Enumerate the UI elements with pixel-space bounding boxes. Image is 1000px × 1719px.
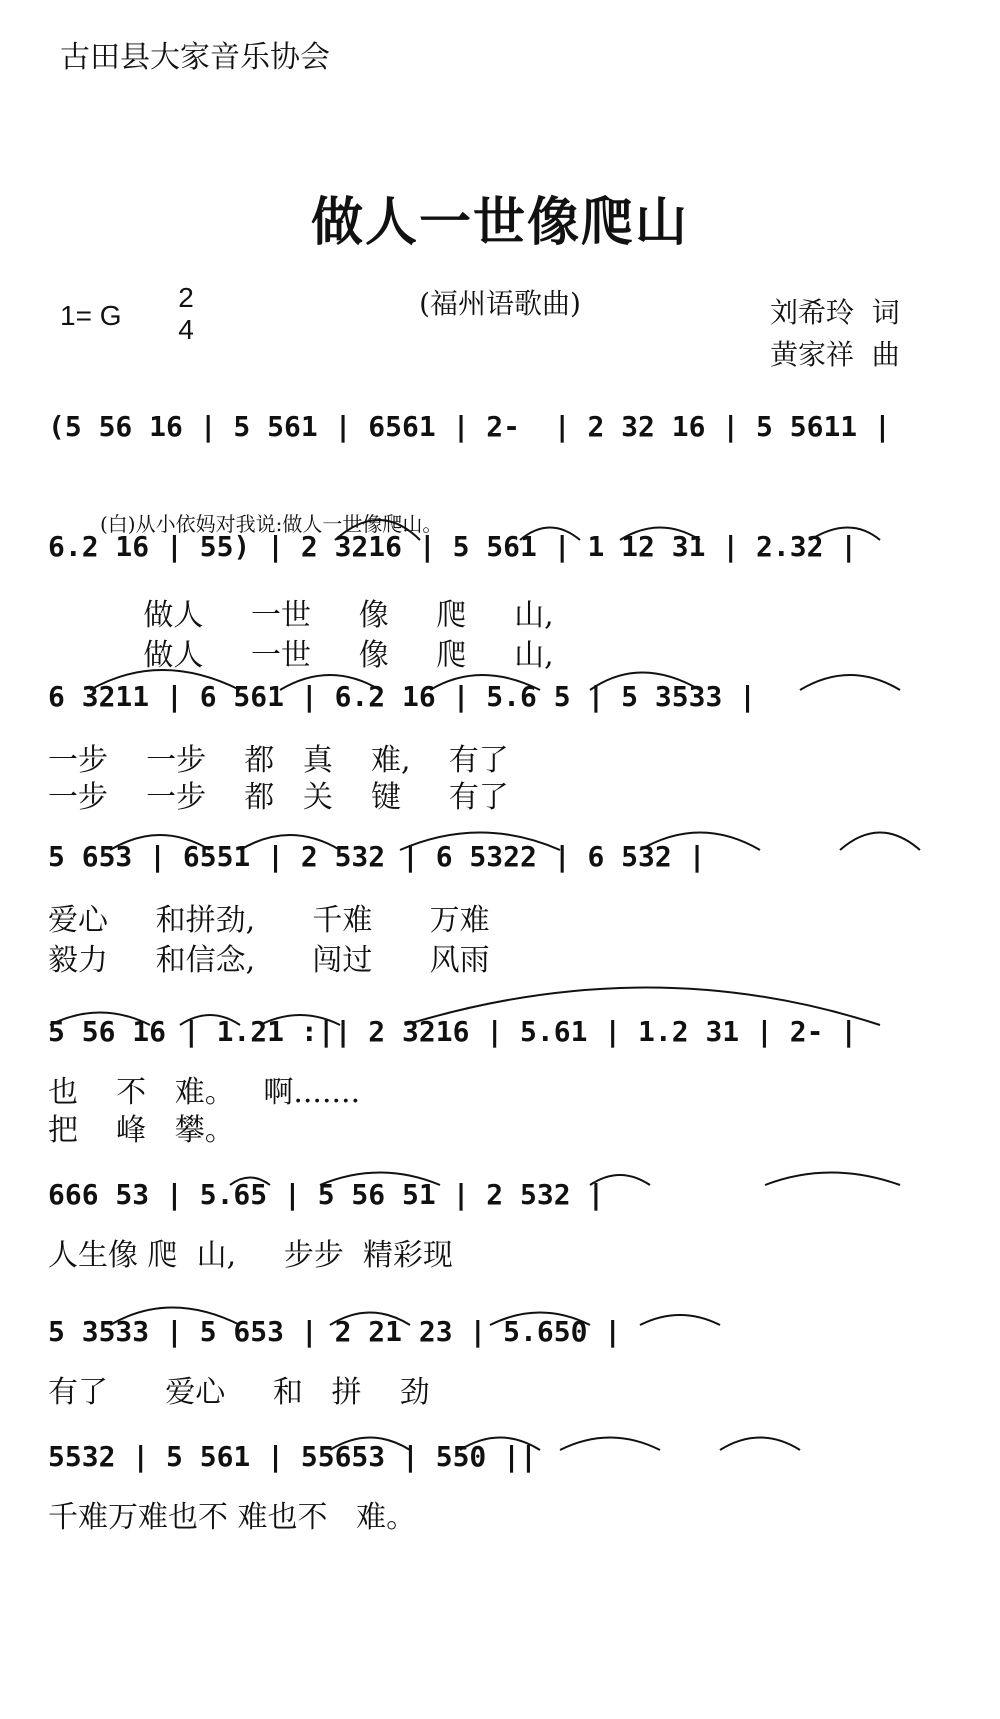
notation-line: 5 3533 | 5 653 | 2 21 23 | 5.650 |	[48, 1315, 622, 1348]
lyric-verse-2: 做人 一世 像 爬 山,	[48, 638, 554, 673]
notation-line: 6.2 16 | 55) | 2 3216 | 5 561 | 1 12 31 | 2.32 |	[48, 530, 858, 563]
organization-name: 古田县大家音乐协会	[60, 40, 330, 75]
key-label: 1= G	[60, 300, 122, 331]
time-bottom: 4	[178, 314, 194, 345]
lyric-verse-1: 爱心 和拼劲, 千难 万难	[48, 903, 490, 938]
lyric-verse-1: 千难万难也不 难也不 难。	[48, 1500, 417, 1535]
notation-line: (5 56 16 | 5 561 | 6561 | 2- | 2 32 16 | 5 5611 |	[48, 410, 891, 443]
lyricist: 刘希玲 词	[770, 296, 900, 329]
notation-line: 5 653 | 6551 | 2 532 | 6 5322 | 6 532 |	[48, 840, 706, 873]
lyric-verse-1: 也 不 难。 啊.......	[48, 1075, 361, 1110]
lyric-verse-2: 把 峰 攀。	[48, 1113, 235, 1148]
notation-line: 5532 | 5 561 | 55653 | 550 ||	[48, 1440, 537, 1473]
notation-line: 5 56 16 | 1.21 :|| 2 3216 | 5.61 | 1.2 31 | 2- |	[48, 1015, 858, 1048]
song-title: 做人一世像爬山	[310, 193, 689, 253]
lyric-verse-1: 一步 一步 都 真 难, 有了	[48, 743, 509, 778]
lyric-verse-2: 毅力 和信念, 闯过 风雨	[48, 943, 490, 978]
time-top: 2	[178, 282, 194, 313]
lyric-verse-2: 一步 一步 都 关 键 有了	[48, 780, 509, 815]
song-subtitle: (福州语歌曲)	[419, 287, 581, 320]
composer: 黄家祥 曲	[770, 338, 900, 371]
spoken-line: (白)从小依妈对我说:做人一世像爬山。	[100, 512, 443, 536]
lyric-verse-1: 有了 爱心 和 拼 劲	[48, 1375, 430, 1410]
notation-line: 6 3211 | 6 561 | 6.2 16 | 5.6 5 | 5 3533 |	[48, 680, 757, 713]
lyric-verse-1: 做人 一世 像 爬 山,	[48, 598, 554, 633]
notation-line: 666 53 | 5.65 | 5 56 51 | 2 532 |	[48, 1178, 605, 1211]
lyric-verse-1: 人生像 爬 山, 步步 精彩现	[48, 1238, 453, 1273]
